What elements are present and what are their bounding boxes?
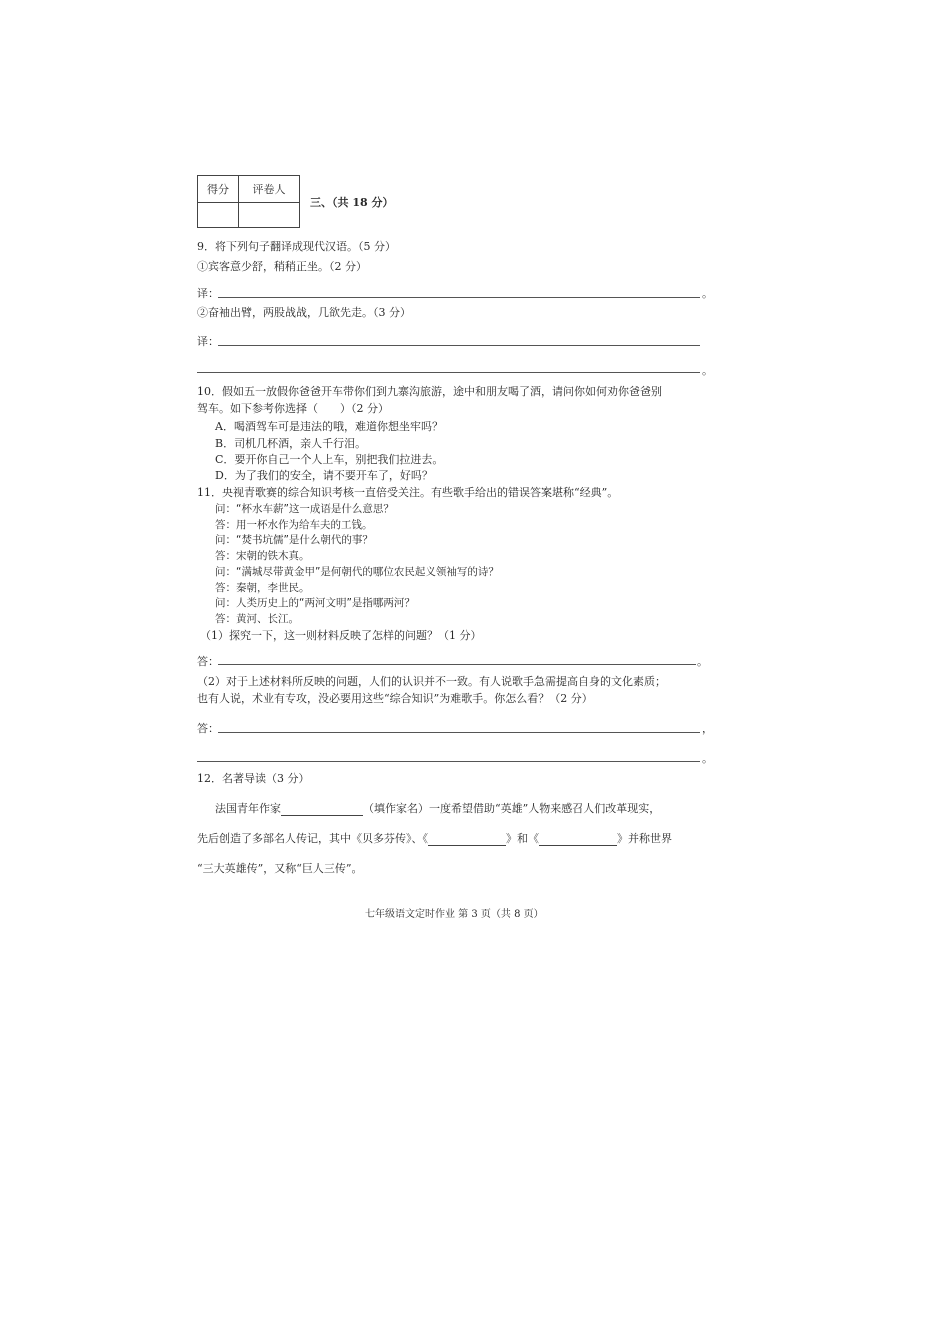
q12-line-1-a: 法国青年作家 bbox=[215, 802, 281, 815]
q11-dialog-line: 问：“杯水车薪”这一成语是什么意思？ bbox=[215, 503, 394, 515]
q9-answer-1-label: 译： bbox=[197, 287, 219, 300]
score-header: 得分 bbox=[198, 176, 239, 203]
q9-title: 9．将下列句子翻译成现代汉语。（5 分） bbox=[197, 240, 396, 253]
book-blank-1[interactable] bbox=[428, 833, 506, 846]
q9-sentence-2: ②奋袖出臂，两股战战，几欲先走。（3 分） bbox=[197, 306, 411, 319]
q9-answer-1-line[interactable] bbox=[218, 297, 700, 298]
q9-answer-2-label: 译： bbox=[197, 335, 219, 348]
q11-dialog-line: 答：秦朝，李世民。 bbox=[215, 582, 310, 594]
score-table bbox=[197, 175, 300, 228]
q11-answer-2-end-2: 。 bbox=[702, 752, 713, 765]
q12-line-2-b: 》和《 bbox=[506, 832, 539, 845]
q11-part-2-line-1: （2）对于上述材料所反映的问题，人们的认识并不一致。有人说歌手急需提高自身的文化素质； bbox=[197, 675, 666, 688]
q9-answer-1-end: 。 bbox=[702, 287, 713, 300]
q11-answer-1-end: 。 bbox=[697, 655, 708, 668]
author-blank[interactable] bbox=[281, 803, 363, 816]
q11-answer-2-label: 答： bbox=[197, 722, 219, 735]
q11-dialog-line: 问：人类历史上的“两河文明”是指哪两河？ bbox=[215, 597, 415, 609]
q11-part-1: （1）探究一下，这一则材料反映了怎样的问题？（1 分） bbox=[200, 629, 482, 642]
q11-answer-2-line-2[interactable] bbox=[197, 761, 700, 762]
q11-dialog-line: 问：“焚书坑儒”是什么朝代的事？ bbox=[215, 534, 373, 546]
q9-sentence-1: ①宾客意少舒，稍稍正坐。（2 分） bbox=[197, 260, 367, 273]
q12-line-2-c: 》并称世界 bbox=[617, 832, 672, 845]
q10-line-1: 10．假如五一放假你爸爸开车带你们到九寨沟旅游，途中和朋友喝了酒，请问你如何劝你爸爸别 bbox=[197, 385, 662, 398]
q10-option-d[interactable]: D．为了我们的安全，请不要开车了，好吗？ bbox=[215, 469, 433, 482]
q11-part-2-line-2: 也有人说，术业有专攻，没必要用这些“综合知识”为难歌手。你怎么看？（2 分） bbox=[197, 692, 593, 705]
q12-line-1-b: （填作家名）一度希望借助“英雄”人物来感召人们改革现实， bbox=[363, 802, 661, 815]
q12-line-3: “三大英雄传”，又称“巨人三传”。 bbox=[197, 862, 363, 875]
q11-answer-2-end-1: ， bbox=[702, 722, 713, 735]
page-footer: 七年级语文定时作业 第 3 页（共 8 页） bbox=[365, 909, 544, 920]
q9-answer-2-end: 。 bbox=[702, 364, 713, 377]
grader-cell[interactable] bbox=[239, 203, 300, 228]
q11-answer-1-label: 答： bbox=[197, 655, 219, 668]
q9-answer-2-line-1[interactable] bbox=[218, 345, 700, 346]
score-cell[interactable] bbox=[198, 203, 239, 228]
q12-title: 12．名著导读（3 分） bbox=[197, 772, 310, 785]
q11-dialog-line: 答：黄河、长江。 bbox=[215, 613, 299, 625]
q10-line-2: 驾车。如下参考你选择（ ）（2 分） bbox=[197, 402, 389, 415]
q11-answer-1-line[interactable] bbox=[218, 664, 696, 665]
q12-line-2 bbox=[197, 830, 672, 846]
q11-dialog-line: 问：“满城尽带黄金甲”是何朝代的哪位农民起义领袖写的诗？ bbox=[215, 566, 499, 578]
q11-dialog-line: 答：用一杯水作为给车夫的工钱。 bbox=[215, 519, 373, 531]
q12-line-1 bbox=[215, 800, 660, 816]
section-title: 三、（共 18 分） bbox=[310, 196, 394, 209]
q11-answer-2-line-1[interactable] bbox=[218, 732, 700, 733]
q9-answer-2-line-2[interactable] bbox=[197, 372, 700, 373]
q10-option-b[interactable]: B．司机几杯酒，亲人千行泪。 bbox=[215, 437, 367, 450]
grader-header: 评卷人 bbox=[239, 176, 300, 203]
q10-option-a[interactable]: A．喝酒驾车可是违法的哦，难道你想坐牢吗？ bbox=[215, 420, 443, 433]
q11-dialog-line: 答：宋朝的铁木真。 bbox=[215, 550, 310, 562]
q11-title: 11．央视青歌赛的综合知识考核一直倍受关注。有些歌手给出的错误答案堪称“经典”。 bbox=[197, 486, 619, 499]
book-blank-2[interactable] bbox=[539, 833, 617, 846]
q12-line-2-a: 先后创造了多部名人传记，其中《贝多芬传》、《 bbox=[197, 832, 428, 845]
q10-option-c[interactable]: C．要开你自己一个人上车，别把我们拉进去。 bbox=[215, 453, 444, 466]
